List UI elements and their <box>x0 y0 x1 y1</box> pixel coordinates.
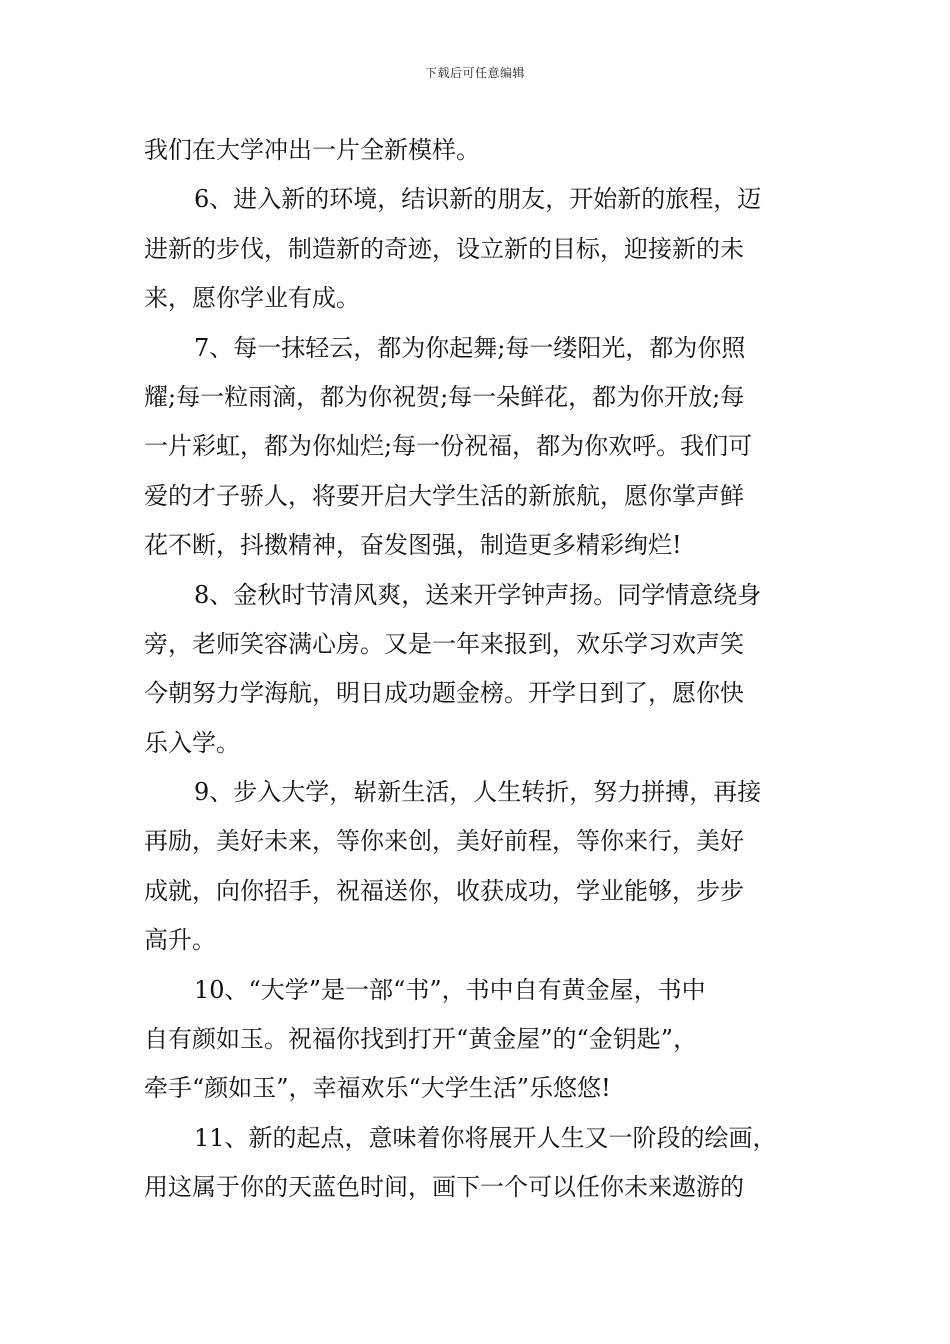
text-line-11: 旁，老师笑容满心房。又是一年来报到，欢乐学习欢声笑 <box>144 629 744 658</box>
text-line-3: 进新的步伐，制造新的奇迹，设立新的目标，迎接新的未 <box>144 234 744 263</box>
text-line-13: 乐入学。 <box>144 728 240 757</box>
text-line-8: 爱的才子骄人，将要开启大学生活的新旅航，愿你掌声鲜 <box>144 481 744 510</box>
text-line-18: 10、“大学”是一部“书”，书中自有黄金屋，书中 <box>194 975 706 1004</box>
text-line-17: 高升。 <box>144 926 216 955</box>
text-line-15: 再励，美好未来，等你来创，美好前程，等你来行，美好 <box>144 827 744 856</box>
text-line-7: 一片彩虹，都为你灿烂;每一份祝福，都为你欢呼。我们可 <box>144 432 753 461</box>
text-line-22: 用这属于你的天蓝色时间，画下一个可以任你未来遨游的 <box>144 1173 744 1202</box>
text-line-9: 花不断，抖擞精神，奋发图强，制造更多精彩绚烂! <box>144 531 682 560</box>
text-line-19: 自有颜如玉。祝福你找到打开“黄金屋”的“金钥匙”， <box>144 1025 698 1054</box>
text-line-6: 耀;每一粒雨滴，都为你祝贺;每一朵鲜花，都为你开放;每 <box>144 382 745 411</box>
page-header: 下载后可任意编辑 <box>424 66 525 80</box>
text-line-20: 牵手“颜如玉”，幸福欢乐“大学生活”乐悠悠! <box>144 1074 611 1103</box>
text-line-10: 8、金秋时节清风爽，送来开学钟声扬。同学情意绕身 <box>194 580 762 609</box>
text-line-4: 来，愿你学业有成。 <box>144 284 360 313</box>
document-body <box>144 126 810 1213</box>
text-line-1: 我们在大学冲出一片全新模样。 <box>144 136 480 164</box>
text-line-2: 6、进入新的环境，结识新的朋友，开始新的旅程，迈 <box>194 185 762 214</box>
text-line-14: 9、步入大学，崭新生活，人生转折，努力拼搏，再接 <box>194 778 762 807</box>
text-line-16: 成就，向你招手，祝福送你，收获成功，学业能够，步步 <box>144 876 744 905</box>
text-line-12: 今朝努力学海航，明日成功题金榜。开学日到了，愿你快 <box>144 679 744 708</box>
text-line-5: 7、每一抹轻云，都为你起舞;每一缕阳光，都为你照 <box>194 333 746 362</box>
text-line-21: 11、新的起点，意味着你将展开人生又一阶段的绘画， <box>194 1123 777 1152</box>
